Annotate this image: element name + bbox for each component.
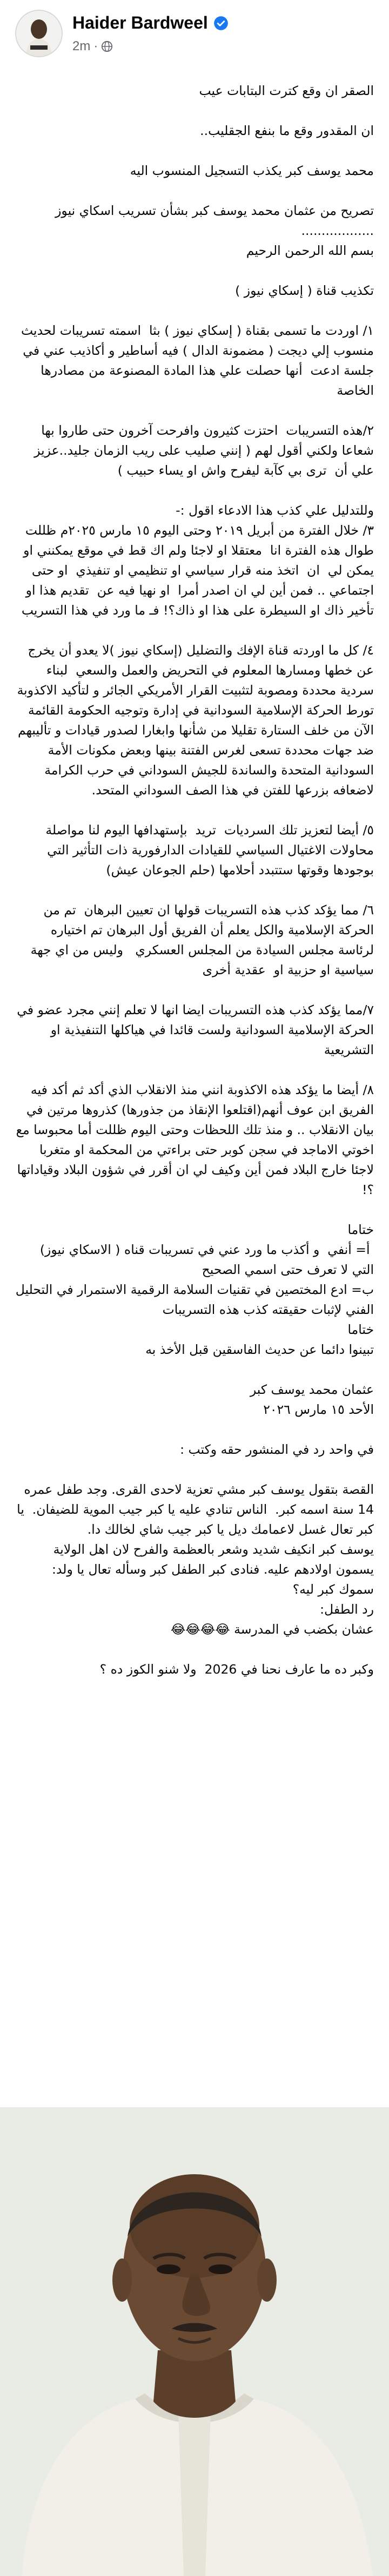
author-name[interactable]: Haider Bardweel — [72, 13, 208, 32]
post-paragraph: وكبر ده ما عارف نحنا في 2026 ولا شنو الكوز ده ؟ — [99, 1662, 374, 1677]
author-avatar[interactable] — [15, 10, 63, 57]
post-paragraph: عثمان محمد يوسف كبر الأحد ١٥ مارس ٢٠٢٦ — [250, 1382, 374, 1417]
post-paragraph: القصة بتقول يوسف كبر مشي تعزية لاحدى القرى. وجد طفل عمره 14 سنة اسمه كبر. الناس تنادي عليه يا كبر جيب الموية للضيفان. يا كبر تعال غسل لاعمامك ديل يا كبر جيب شاي لخالك دا. يوسف كبر انكيف شديد وشعر بالعظمة والفرح لان اهل الولاية يسمون اولادهم عليه. فنادى كبر الطفل كبر وسأله تعال يا ولد: سموك كبر ليه؟ رد الطفل: عشان بكضب في المدرسة 😂😂😂😂 — [17, 1482, 374, 1637]
post-paragraph: الصقر ان وقع كترت البتابات عيب — [199, 83, 374, 98]
post-header — [0, 0, 389, 70]
author-name-row — [72, 13, 229, 33]
post-photo[interactable] — [0, 2107, 389, 2576]
meta-separator: · — [93, 39, 98, 53]
post-body — [12, 81, 374, 1680]
verified-badge-icon — [213, 16, 229, 31]
post-paragraph: محمد يوسف كبر يكذب التسجيل المنسوب اليه — [130, 163, 374, 178]
post-paragraph: ٨/ أيضا ما يؤكد هذه الاكذوبة انني منذ الانقلاب الذي أكد ثم أكد فيه الفريق ابن عوف أنهم(اقتلعوا الإنقاذ من جذورها) كذروها مرتين في بيان الانقلاب .. و منذ تلك اللحظات وحتى اليوم ظللت أما محبوسا مع اخوتي الاماجد في سجن كوبر حتى براءتي من المحكمة او متغربا لاجئا خارج البلاد فمن أين وكيف لي ان أقرر في شؤون البلاد وقياداتها ؟! — [12, 1082, 374, 1197]
post-paragraph: ٢/هذه التسريبات احتزت كثيرون وافرحت آخرون حتى طاروا بها شعاعا ولكني أقول لهم ( إنني صليب على ريب الزمان جليد..عزيز علي أن ترى بي كآبة ليفرح واش او يساء حبيب ) — [30, 423, 374, 478]
post-paragraph: وللتدليل علي كذب هذا الادعاء اقول :- ٣/ خلال الفترة من أبريل ٢٠١٩ وحتى اليوم ١٥ مارس ٢٠٢٥م ظللت طوال هذه الفترة انا معتقلا او لاجئا ولم اك قط في موقع يمكنني او يمكن لي ان اتخذ منه قرار سياسي او تنظيمي او تنفيذي او حتى اجتماعي .. فمن أين لي ان اصدر أمرا او نهيا فيه عن تقديم هذا او تأخير ذاك او السيطرة على هذا او ذاك؟! فـ ما ورد في هذا التسريب — [21, 503, 374, 618]
post-meta — [72, 39, 113, 54]
globe-icon[interactable] — [101, 41, 113, 52]
avatar-image — [16, 11, 62, 56]
post-paragraph: في واحد رد في المنشور حقه وكتب : — [180, 1442, 374, 1457]
post-paragraph: ٦/ مما يؤكد كذب هذه التسريبات قولها ان تعيين البرهان تم من الحركة الإسلامية والكل يعلم أن الفريق أول البرهان تم اختياره لرئاسة مجلس السيادة من المجلس العسكري وليس من اي جهة سياسية او حزبية او عقدية أخرى — [26, 902, 374, 977]
post-paragraph: ان المقدور وقع ما بنفع الجقليب.. — [200, 123, 374, 138]
post-timestamp[interactable]: 2m — [72, 39, 91, 53]
post-paragraph: تكذيب قناة ( إسكاي نيوز ) — [235, 283, 374, 298]
post-paragraph: ٥/ أيضا لتعزيز تلك السرديات تريد بإستهدافها اليوم لنا مواصلة محاولات الاغتيال السياسي للقيادات الدارفورية ذات التأثير التي بوجودها وقوتها ستتبدد أحلامها (حلم الجوعان عيش) — [41, 822, 374, 878]
post-paragraph: ١/ اوردت ما تسمى بقناة ( إسكاي نيوز ) بثا اسمته تسريبات لحديث منسوب إلي ديجت ( مضمونة الدال ) فيه أساطير و أكاذيب عني في جلسة ادعت أنها حصلت علي هذا المادة المصنوعة من مصادرها الخاصة — [17, 323, 374, 398]
post-paragraph: ختاما أ= أنفي و أكذب ما ورد عني في تسريبات قناه ( الاسكاي نيوز) التي لا تعرف حتى اسمي الصحيح ب= ادع المختصين في تقنيات السلامة الرقمية الاستمرار في التحليل الفني لإثبات حقيقته كذب هذه التسريبات ختاما تبينوا دائما عن حديث الفاسقين قبل الأخذ به — [15, 1222, 374, 1357]
post-paragraph: ٤/ كل ما اوردته قناة الإفك والتضليل (إسكاي نيوز )لا يعدو أن يخرج عن خطها ومسارها المعلوم في التحريض والعمل والسعي لبناء سردية محددة ومصوبة لتثبيت القرار الأمريكي الجائر و لتأكيد الاكذوبة تورط الحركة الإسلامية السودانية في إدارة وتوجيه الحكومة القائمة الآن من خلف الستارة تقليلا من شأنها وابغارا لصدور قيادات و تأليبهم ضد جهات محددة تسعى لغرس الفتنة بينها وبعض مكونات الأمة السودانية المتحدة والساندة للجيش السوداني في حرب الكرامة لاضعافه بزرعها للفتن في هذا الصف السوداني المتحد. — [13, 643, 374, 798]
post-paragraph: ٧/مما يؤكد كذب هذه التسريبات ايضا انها لا تعلم إنني مجرد عضو في الحركة الإسلامية السودانية ولست قائدا في هياكلها التنفيذية او التشريعية — [12, 1002, 374, 1057]
post-paragraph: تصريح من عثمان محمد يوسف كبر بشأن تسريب اسكاي نيوز .................. بسم الله الرحمن الرحيم — [55, 203, 374, 258]
person-portrait-image — [0, 2107, 389, 2576]
